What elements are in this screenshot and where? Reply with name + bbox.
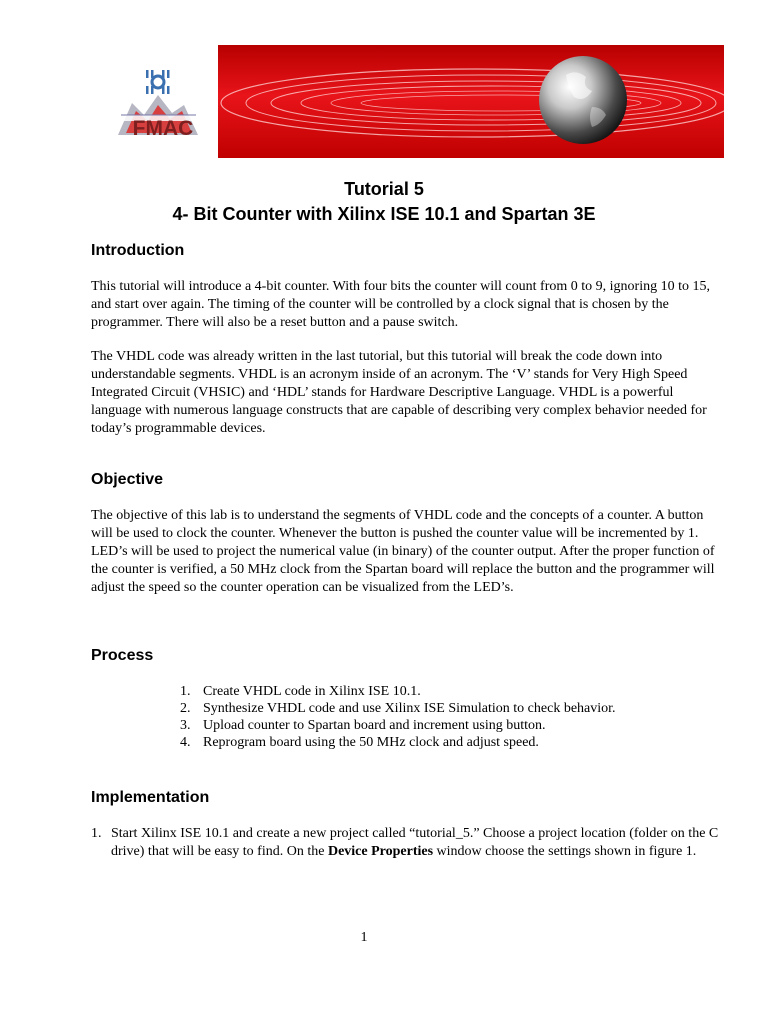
- introduction-paragraph-2: The VHDL code was already written in the last tutorial, but this tutorial will break the code down into understandable segments. VHDL is an acronym inside of an acronym. The ‘V’ stands for Very High Speed Integrated Circuit (VHSIC) and ‘HDL’ stands for Hardware Descriptive Language. VHDL is a powerful language with numerous language constructs that are capable of describing very complex behavior needed for today’s programmable devices.: [91, 349, 707, 436]
- list-item-number: 2.: [180, 701, 191, 716]
- list-item-number: 3.: [180, 718, 191, 733]
- list-item: [180, 734, 616, 751]
- page-subtitle: 4- Bit Counter with Xilinx ISE 10.1 and Spartan 3E: [172, 204, 596, 224]
- page-title: Tutorial 5: [344, 179, 424, 199]
- implementation-heading: Implementation: [91, 789, 210, 806]
- list-item-text: Create VHDL code in Xilinx ISE 10.1.: [203, 684, 421, 699]
- list-item-text: Upload counter to Spartan board and increment using button.: [203, 718, 546, 733]
- introduction-paragraph-1: This tutorial will introduce a 4-bit counter. With four bits the counter will count from 0 to 9, ignoring 10 to 15, and start over again. The timing of the counter will be controlled by a clock signal that is chosen by the programmer. There will also be a reset button and a pause switch.: [91, 279, 710, 330]
- list-item: [180, 683, 616, 700]
- list-item-number: 1.: [91, 826, 102, 841]
- list-item-number: 1.: [180, 684, 191, 699]
- process-heading: Process: [91, 647, 154, 664]
- objective-heading: Objective: [91, 471, 164, 488]
- objective-paragraph: The objective of this lab is to understand the segments of VHDL code and the concepts of a counter. A button will be used to clock the counter. Whenever the button is pushed the counter value will be incremented by 1. LED’s will be used to project the numerical value (in binary) of the counter output. After the proper function of the counter is verified, a 50 MHz clock from the Spartan board will replace the button and the programmer will adjust the speed so the counter operation can be visualized from the LED’s.: [91, 508, 715, 595]
- introduction-heading: Introduction: [91, 242, 185, 259]
- list-item-text: Synthesize VHDL code and use Xilinx ISE Simulation to check behavior.: [203, 701, 616, 716]
- list-item: [91, 825, 721, 861]
- process-list: [180, 683, 616, 751]
- device-properties-label: Device Properties: [327, 844, 434, 859]
- list-item: [180, 717, 616, 734]
- implementation-list: [91, 825, 721, 861]
- list-item-text-end: window choose the settings shown in figure 1.: [433, 844, 697, 859]
- list-item-number: 4.: [180, 735, 191, 750]
- globe-icon: [539, 56, 627, 144]
- list-item-text: Reprogram board using the 50 MHz clock and adjust speed.: [203, 735, 539, 750]
- list-item-text: Start Xilinx ISE 10.1 and create a new project called “tutorial_5.” Choose a project location (folder on the C drive) that will be easy to find. On the: [111, 826, 719, 859]
- fmac-logo-icon: [96, 45, 218, 158]
- list-item: [180, 700, 616, 717]
- logo-text: FMAC: [132, 117, 194, 140]
- page-number: 1: [360, 930, 368, 945]
